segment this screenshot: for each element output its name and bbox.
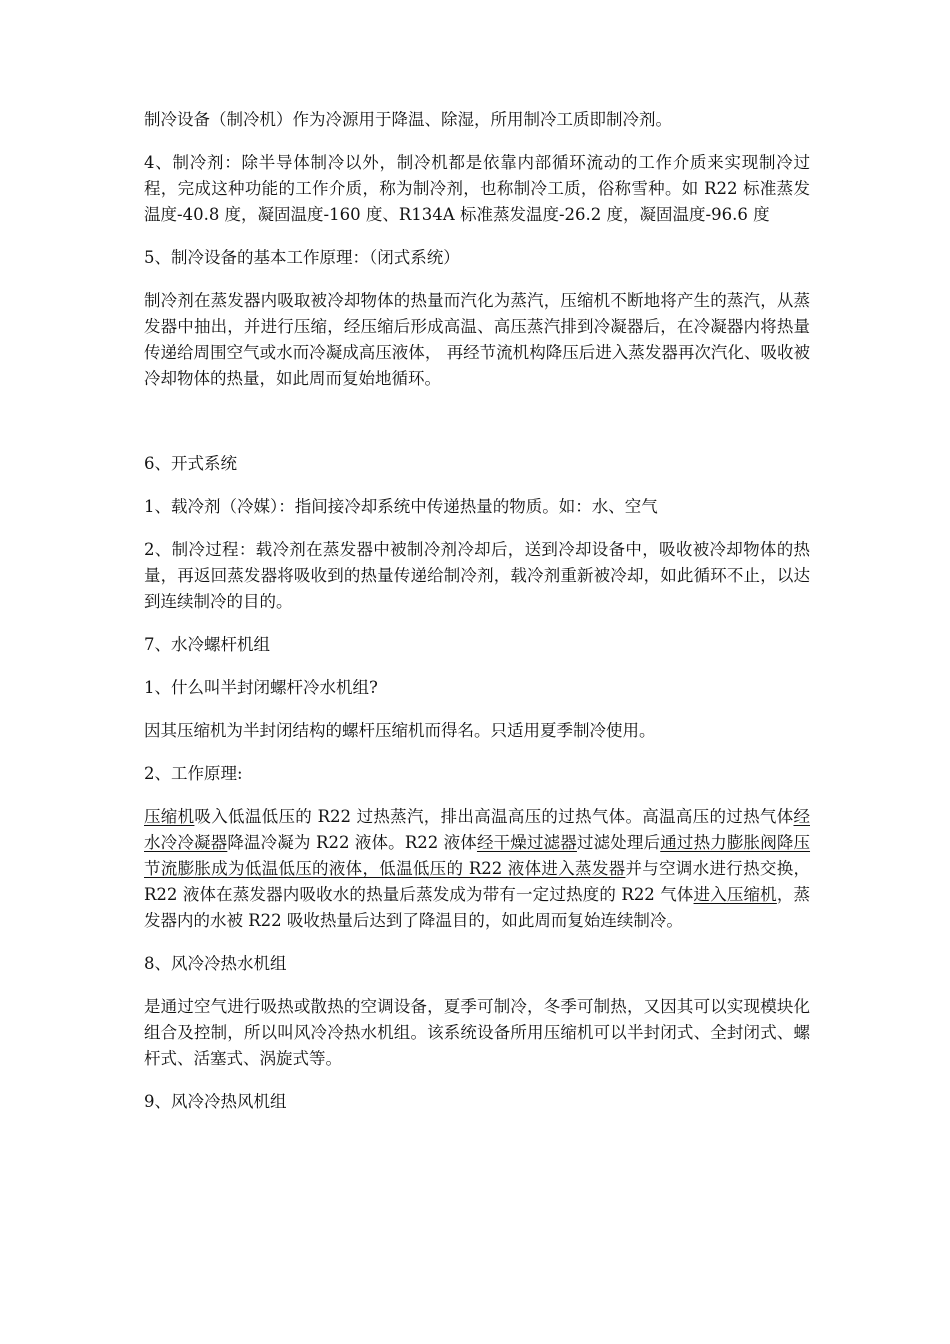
underlined-text: 通过热力膨胀阀降压节流膨胀成为低温低压的液体，低温低压的 R22 液体进入蒸发器 xyxy=(144,833,811,878)
answer-semi-hermetic-screw: 因其压缩机为半封闭结构的螺杆压缩机而得名。只适用夏季制冷使用。 xyxy=(144,721,656,740)
underlined-text: 经干燥过滤器 xyxy=(476,833,577,852)
paragraph-cooling-process: 2、制冷过程：载冷剂在蒸发器中被制冷剂冷却后，送到冷却设备中，吸收被冷却物体的热量，再返回蒸发器将吸收到的热量传递给制冷剂，载冷剂重新被冷却，如此循环不止，以达到连续制冷的目的。 xyxy=(144,540,810,611)
text-run: 降温冷凝为 R22 液体。R22 液体 xyxy=(227,833,477,852)
paragraph-air-cooled-water-unit: 是通过空气进行吸热或散热的空调设备，夏季可制冷，冬季可制热，又因其可以实现模块化组合及控制，所以叫风冷冷热水机组。该系统设备所用压缩机可以半封闭式、全封闭式、螺杆式、活塞式、涡旋式等。 xyxy=(144,997,810,1068)
paragraph-screw-working-principle xyxy=(144,804,810,934)
heading-basic-principle: 5、制冷设备的基本工作原理：（闭式系统） xyxy=(144,248,460,267)
heading-air-cooled-air-unit: 9、风冷冷热风机组 xyxy=(144,1092,287,1111)
question-semi-hermetic-screw: 1、什么叫半封闭螺杆冷水机组? xyxy=(144,678,378,697)
heading-open-system: 6、开式系统 xyxy=(144,454,237,473)
underlined-text: 压缩机 xyxy=(144,807,195,826)
text-run: ，蒸发器内的水被 R22 吸收热量后达到了降温目的，如此周而复始连续制冷。 xyxy=(144,885,811,930)
spacer xyxy=(144,409,810,451)
underlined-text: 经水冷冷凝器 xyxy=(144,807,810,852)
paragraph-refrigerant: 4、制冷剂：除半导体制冷以外，制冷机都是依靠内部循环流动的工作介质来实现制冷过程，完成这种功能的工作介质，称为制冷剂，也称制冷工质，俗称雪种。如 R22 标准蒸发温度-40.8 度，凝固温度-160 度、R134A 标准蒸发温度-26.2 度，凝固温度-96.6 度 xyxy=(144,153,810,224)
paragraph-refrigeration-equipment: 制冷设备（制冷机）作为冷源用于降温、除湿，所用制冷工质即制冷剂。 xyxy=(144,110,672,129)
text-run: 吸入低温低压的 R22 过热蒸汽，排出高温高压的过热气体。高温高压的过热气体 xyxy=(194,807,794,826)
heading-working-principle: 2、工作原理: xyxy=(144,764,243,783)
paragraph-secondary-refrigerant: 1、载冷剂（冷媒）：指间接冷却系统中传递热量的物质。如：水、空气 xyxy=(144,497,658,516)
text-run: 并与空调水进行热交换，R22 液体在蒸发器内吸收水的热量后蒸发成为带有一定过热度的 R22 气体 xyxy=(144,859,810,904)
heading-air-cooled-water-unit: 8、风冷冷热水机组 xyxy=(144,954,287,973)
text-run: 过滤处理后 xyxy=(576,833,661,852)
document-page xyxy=(144,107,810,1132)
paragraph-closed-system: 制冷剂在蒸发器内吸取被冷却物体的热量而汽化为蒸汽，压缩机不断地将产生的蒸汽，从蒸发器中抽出，并进行压缩，经压缩后形成高温、高压蒸汽排到冷凝器后，在冷凝器内将热量传递给周围空气或水而冷凝成高压液体， 再经节流机构降压后进入蒸发器再次汽化、吸收被冷却物体的热量，如此周而复始地循环。 xyxy=(144,291,810,388)
underlined-text: 进入压缩机 xyxy=(693,885,777,904)
heading-water-cooled-screw-unit: 7、水冷螺杆机组 xyxy=(144,635,270,654)
